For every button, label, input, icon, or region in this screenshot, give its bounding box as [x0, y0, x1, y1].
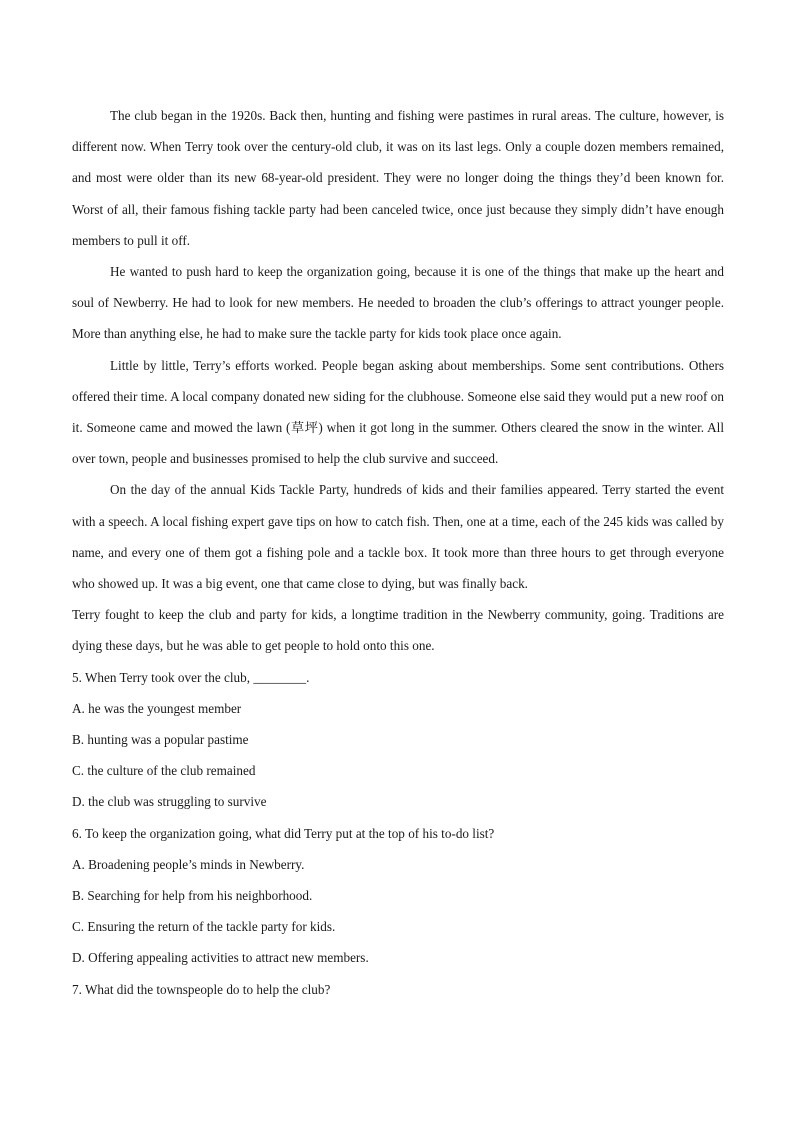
- question-5-option-c: C. the culture of the club remained: [72, 763, 256, 779]
- question-5-option-d: D. the club was struggling to survive: [72, 794, 267, 810]
- question-6-option-b: B. Searching for help from his neighborhood.: [72, 888, 313, 904]
- question-5-option-b: B. hunting was a popular pastime: [72, 732, 249, 748]
- question-5-stem: 5. When Terry took over the club, ________.: [72, 669, 310, 685]
- question-6-option-d: D. Offering appealing activities to attract new members.: [72, 950, 369, 966]
- document-page: [72, 100, 724, 1005]
- question-6-stem: 6. To keep the organization going, what did Terry put at the top of his to-do list?: [72, 825, 495, 841]
- passage-paragraph-3: Little by little, Terry’s efforts worked. People began asking about memberships. Some sent contributions. Others offered their time. A local company donated new siding for the clubhouse. Someone else said they would put a new roof on it. Someone came and mowed the lawn (草坪) when it got long in the summer. Others cleared the snow in the winter. All over town, people and businesses promised to help the club survive and succeed.: [72, 357, 724, 467]
- question-5-option-a: A. he was the youngest member: [72, 700, 242, 716]
- passage-paragraph-5: Terry fought to keep the club and party for kids, a longtime tradition in the Newberry community, going. Traditions are dying these days, but he was able to get people to hold onto this one.: [72, 607, 724, 654]
- question-6-option-c: C. Ensuring the return of the tackle party for kids.: [72, 919, 336, 935]
- question-6-option-a: A. Broadening people’s minds in Newberry.: [72, 856, 305, 872]
- passage-paragraph-2: He wanted to push hard to keep the organization going, because it is one of the things that make up the heart and soul of Newberry. He had to look for new members. He needed to broaden the club’s offerings to attract younger people. More than anything else, he had to make sure the tackle party for kids took place once again.: [72, 264, 724, 342]
- passage-paragraph-4: On the day of the annual Kids Tackle Party, hundreds of kids and their families appeared. Terry started the event with a speech. A local fishing expert gave tips on how to catch fish. Then, one at a time, each of the 245 kids was called by name, and every one of them got a fishing pole and a tackle box. It took more than three hours to get through everyone who showed up. It was a big event, one that came close to dying, but was finally back.: [72, 482, 724, 592]
- question-7-stem: 7. What did the townspeople do to help the club?: [72, 981, 331, 997]
- passage-paragraph-1: The club began in the 1920s. Back then, hunting and fishing were pastimes in rural areas. The culture, however, is different now. When Terry took over the century-old club, it was on its last legs. Only a couple dozen members remained, and most were older than its new 68-year-old president. They were no longer doing the things they’d been known for. Worst of all, their famous fishing tackle party had been canceled twice, once just because they simply didn’t have enough members to pull it off.: [72, 108, 724, 248]
